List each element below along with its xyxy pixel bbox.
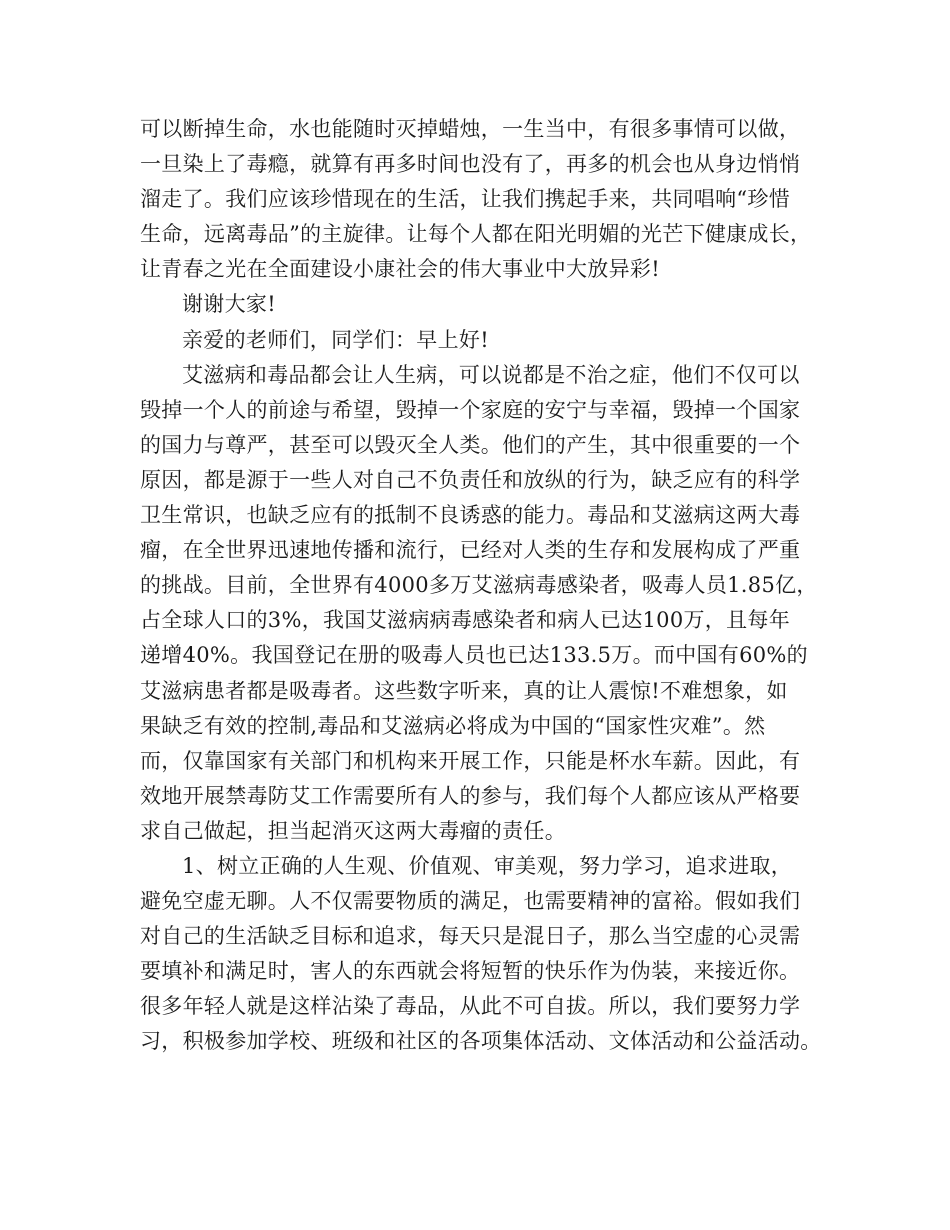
text-line: 可以断掉生命，水也能随时灭掉蜡烛，一生当中，有很多事情可以做， <box>140 117 801 141</box>
document-body <box>140 112 830 1060</box>
text-line: 生命，远离毒品”的主旋律。让每个人都在阳光明媚的光芒下健康成长， <box>140 222 812 247</box>
text-line: 避免空虚无聊。人不仅需要物质的满足，也需要精神的富裕。假如我们 <box>140 889 801 914</box>
text-line: 占全球人口的3%，我国艾滋病病毒感染者和病人已达100万，且每年 <box>140 608 790 633</box>
text-line: 果缺乏有效的控制,毒品和艾滋病必将成为中国的“国家性灾难”。然 <box>140 713 766 738</box>
text-line: 1、树立正确的人生观、价值观、审美观，努力学习，追求进取， <box>182 853 793 878</box>
text-line: 卫生常识，也缺乏应有的抵制不良诱惑的能力。毒品和艾滋病这两大毒 <box>140 503 801 528</box>
text-line: 让青春之光在全面建设小康社会的伟大事业中大放异彩! <box>140 257 660 282</box>
text-line: 毁掉一个人的前途与希望，毁掉一个家庭的安宁与幸福，毁掉一个国家 <box>140 397 801 422</box>
text-line: 亲爱的老师们，同学们：早上好! <box>182 327 489 352</box>
text-line: 求自己做起，担当起消灭这两大毒瘤的责任。 <box>140 818 566 843</box>
text-line: 瘤，在全世界迅速地传播和流行，已经对人类的生存和发展构成了严重 <box>140 538 801 563</box>
text-line: 习，积极参加学校、班级和社区的各项集体活动、文体活动和公益活动。 <box>140 1029 822 1054</box>
text-line: 艾滋病患者都是吸毒者。这些数字听来，真的让人震惊!不难想象，如 <box>140 678 788 703</box>
text-line: 效地开展禁毒防艾工作需要所有人的参与，我们每个人都应该从严格要 <box>140 783 801 808</box>
text-line: 一旦染上了毒瘾，就算有再多时间也没有了，再多的机会也从身边悄悄 <box>140 152 801 177</box>
text-line: 的挑战。目前，全世界有4000多万艾滋病毒感染者，吸毒人员1.85亿， <box>140 573 818 598</box>
text-line: 谢谢大家! <box>182 292 276 317</box>
text-line: 原因，都是源于一些人对自己不负责任和放纵的行为，缺乏应有的科学 <box>140 467 801 492</box>
text-line: 要填补和满足时，害人的东西就会将短暂的快乐作为伪装，来接近你。 <box>140 959 801 984</box>
text-line: 而，仅靠国家有关部门和机构来开展工作，只能是杯水车薪。因此，有 <box>140 748 801 773</box>
text-line: 对自己的生活缺乏目标和追求，每天只是混日子，那么当空虚的心灵需 <box>140 924 801 949</box>
text-line: 递增40%。我国登记在册的吸毒人员也已达133.5万。而中国有60%的 <box>140 643 808 668</box>
text-line: 的国力与尊严，甚至可以毁灭全人类。他们的产生，其中很重要的一个 <box>140 432 801 457</box>
text-line: 溜走了。我们应该珍惜现在的生活，让我们携起手来，共同唱响“珍惜 <box>140 187 791 212</box>
text-line: 艾滋病和毒品都会让人生病，可以说都是不治之症，他们不仅可以 <box>182 362 800 387</box>
text-line: 很多年轻人就是这样沾染了毒品，从此不可自拔。所以，我们要努力学 <box>140 994 801 1019</box>
